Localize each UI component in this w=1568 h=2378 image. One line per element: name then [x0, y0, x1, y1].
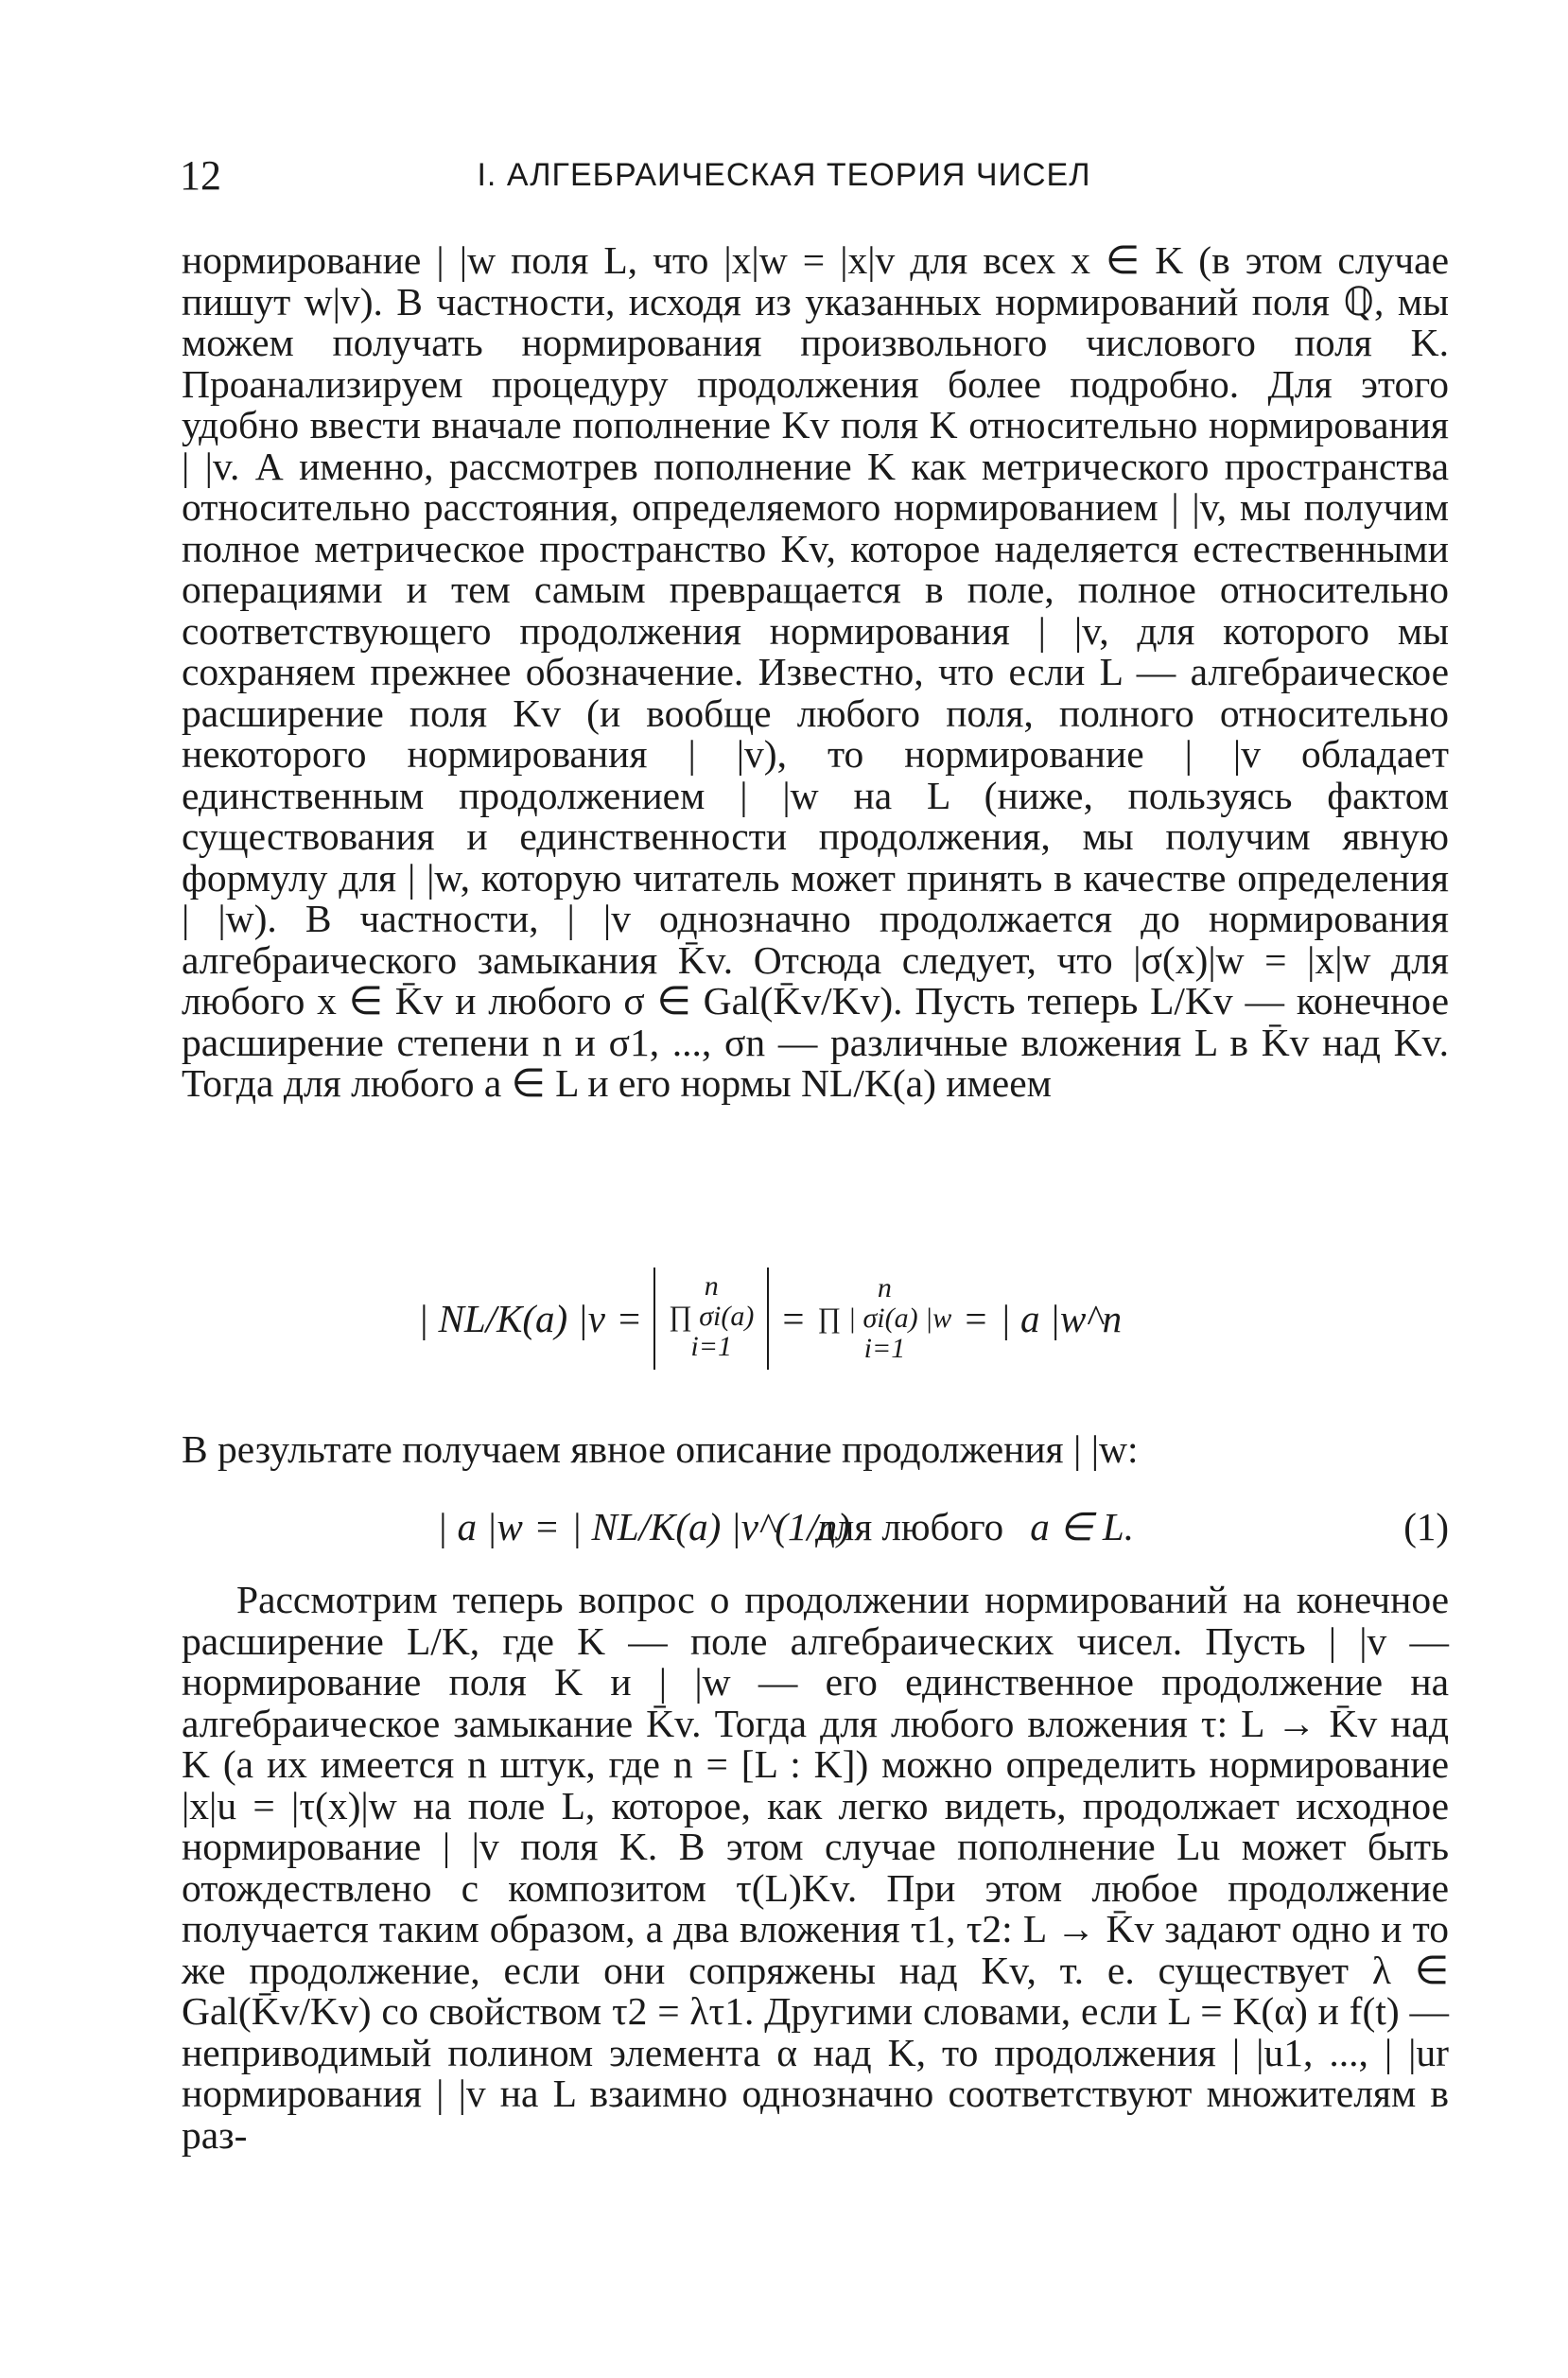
paragraph-2: Рассмотрим теперь вопрос о продолжении нормирований на конечное расширение L/K, где K — поле алгебраических чисел. Пусть | |v — нормирование поля K и | |w — его единственное продолжение на алгебраическое замыкание K̄v. Тогда для любого вложения τ: L → K̄v над K (а их имеется n штук, где n = [L : K]) можно определить нормирование |x|u = |τ(x)|w на поле L, которое, как легко видеть, продолжает исходное нормирование | |v поля K. В этом случае пополнение Lu может быть отождествлено с композитом τ(L)Kv. При этом любое продолжение получается таким образом, а два вложения τ1, τ2: L → K̄v задают одно и то же продолжение, если они сопряжены над Kv, т. е. существует λ ∈ Gal(K̄v/Kv) со свойством τ2 = λτ1. Другими словами, если L = K(α) и f(t) — неприводимый полином элемента α над K, то продолжения | |u1, ..., | |ur нормирования | |v на L взаимно однозначно соответствуют множителям в раз-	[182, 1578, 1449, 2157]
norm-formula: | NL/K(a) |v = n ∏ σi(a) i=1 = n ∏ | σi(a) |w i=1 = | a |w^n	[182, 1258, 1449, 1372]
chapter-title: I. АЛГЕБРАИЧЕСКАЯ ТЕОРИЯ ЧИСЕЛ	[477, 157, 1091, 193]
formula2-condition-var: a ∈ L.	[1030, 1505, 1134, 1548]
product-sigma: n ∏ σi(a) i=1	[669, 1270, 755, 1362]
product-abs-sigma: n ∏ | σi(a) |w i=1	[817, 1272, 952, 1364]
formula2-lhs: | a |w	[437, 1505, 523, 1548]
product-abs	[653, 1268, 769, 1370]
between-text: В результате получаем явное описание продолжения | |w:	[182, 1427, 1139, 1471]
formula2-rhs: | NL/K(a) |v^(1/n)	[571, 1505, 850, 1548]
formula-result: | a |w^n	[1000, 1297, 1123, 1340]
paragraph-1: нормирование | |w поля L, что |x|w = |x|v для всех x ∈ K (в этом случае пишут w|v). В частности, исходя из указанных нормирований поля ℚ, мы можем получать нормирования произвольного числового поля K. Проанализируем процедуру продолжения более подробно. Для этого удобно ввести вначале пополнение Kv поля K относительно нормирования | |v. А именно, рассмотрев пополнение K как метрического пространства относительно расстояния, определяемого нормированием | |v, мы получим полное метрическое пространство Kv, которое наделяется естественными операциями и тем самым превращается в поле, полное относительно соответствующего продолжения нормирования | |v, для которого мы сохраняем прежнее обозначение. Известно, что если L — алгебраическое расширение поля Kv (и вообще любого поля, полного относительно некоторого нормирования | |v), то нормирование | |v обладает единственным продолжением | |w на L (ниже, пользуясь фактом существования и единственности продолжения, мы получим явную формулу для | |w, которую читатель может принять в качестве определения | |w). В частности, | |v однозначно продолжается до нормирования алгебраического замыкания K̄v. Отсюда следует, что |σ(x)|w = |x|w для любого x ∈ K̄v и любого σ ∈ Gal(K̄v/Kv). Пусть теперь L/Kv — конечное расширение степени n и σ1, ..., σn — различные вложения L в K̄v над Kv. Тогда для любого a ∈ L и его нормы NL/K(a) имеем	[182, 238, 1449, 1105]
running-head	[0, 151, 1568, 208]
page-number: 12	[180, 152, 221, 199]
formula-lhs: | NL/K(a) |v	[418, 1297, 605, 1340]
formula2-condition: для любого	[815, 1505, 1004, 1548]
extension-formula: | a |w = | NL/K(a) |v^(1/n) для любого a ∈ L. (1)	[437, 1505, 1449, 1548]
equation-number: (1)	[1403, 1505, 1449, 1548]
